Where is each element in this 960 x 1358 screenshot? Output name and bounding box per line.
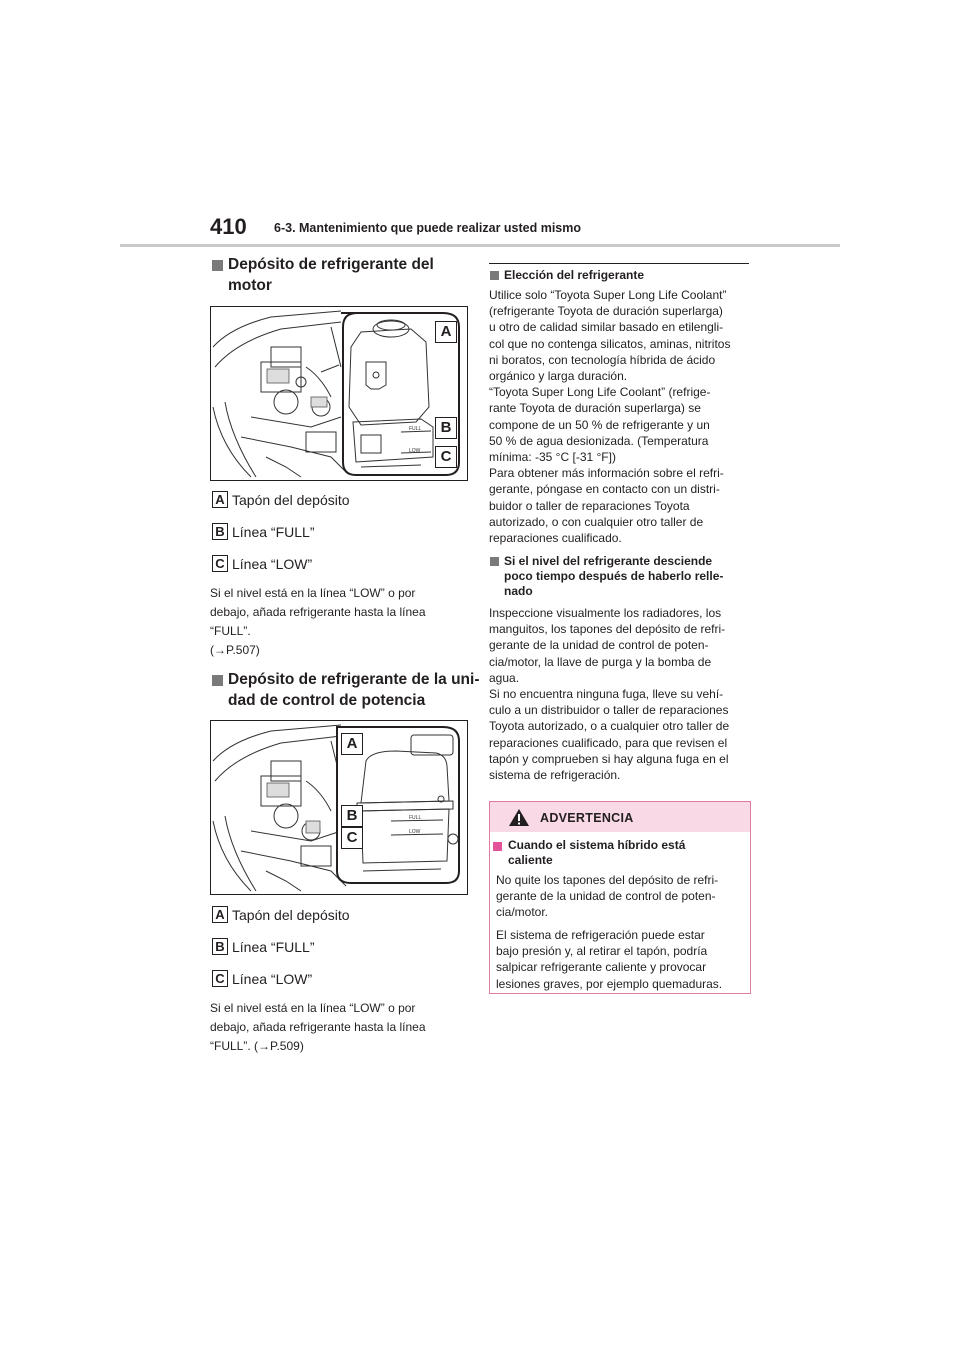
legend-letter: C: [212, 555, 228, 572]
svg-text:FULL: FULL: [409, 815, 422, 821]
engine-bay-illustration: [211, 721, 467, 894]
bullet-square-icon: [490, 557, 499, 566]
figure-label-c: C: [435, 446, 457, 468]
text-line: reparaciones cualificado.: [489, 531, 622, 546]
pcu-coolant-tank-figure: [210, 720, 468, 895]
text-line: rante Toyota de duración superlarga) se: [489, 401, 701, 416]
text-line: buidor o taller de reparaciones Toyota: [489, 498, 690, 513]
legend-text: Tapón del depósito: [232, 492, 350, 508]
legend-letter: B: [212, 523, 228, 540]
heading-line: Si el nivel del refrigerante desciende: [504, 554, 713, 568]
text-line: cia/motor.: [496, 905, 549, 920]
pcu-tank-heading-line2: dad de control de potencia: [228, 692, 426, 709]
heading-line: Cuando el sistema híbrido está: [508, 838, 686, 852]
page-reference: (→P.507): [210, 643, 260, 657]
legend-letter: B: [212, 938, 228, 955]
warning-header: [490, 802, 750, 832]
warning-subheading: [508, 838, 685, 868]
warning-triangle-icon: [508, 808, 530, 827]
figure-label-b: B: [435, 417, 457, 439]
legend-text: Línea “LOW”: [232, 556, 313, 572]
bullet-square-icon: [212, 260, 223, 271]
text-line: orgánico y larga duración.: [489, 369, 628, 384]
note-line: “FULL”.: [210, 624, 251, 638]
engine-bay-illustration: [211, 307, 467, 480]
text-line: salpicar refrigerante caliente y provocar: [496, 960, 707, 975]
level-drop-heading: [504, 554, 723, 599]
text-line: culo a un distribuidor o taller de reparaciones: [489, 703, 729, 718]
coolant-choice-heading: Elección del refrigerante: [504, 268, 645, 282]
text-line: compone de un 50 % de refrigerante y un: [489, 417, 710, 432]
text-line: autorizado, o con cualquier otro taller de: [489, 514, 704, 529]
warning-para2: [496, 927, 746, 992]
text-line: reparaciones cualificado, para que revisen el: [489, 735, 728, 750]
level-drop-body: [489, 605, 751, 783]
text-line: mínima: -35 °C [-31 °F]): [489, 450, 616, 465]
legend-text: Línea “FULL”: [232, 524, 315, 540]
engine-tank-note: [210, 584, 470, 660]
text-line: tapón y comprueben si hay alguna fuga en el: [489, 751, 729, 766]
svg-text:FULL: FULL: [409, 426, 422, 432]
engine-tank-heading-line2: motor: [228, 277, 272, 294]
legend-text: Tapón del depósito: [232, 907, 350, 923]
section-title: 6-3. Mantenimiento que puede realizar usted mismo: [274, 221, 582, 235]
svg-text:LOW: LOW: [409, 829, 421, 835]
header-divider: [120, 244, 840, 247]
text-line: Para obtener más información sobre el refri-: [489, 466, 724, 481]
text-line: sistema de refrigeración.: [489, 768, 621, 783]
text-line: Utilice solo “Toyota Super Long Life Coolant”: [489, 288, 727, 302]
figure-label-c: C: [341, 827, 363, 849]
text-line: No quite los tapones del depósito de refri-: [496, 873, 719, 887]
svg-text:LOW: LOW: [409, 448, 421, 454]
note-line: “FULL”. (→P.509): [210, 1039, 304, 1053]
note-line: debajo, añada refrigerante hasta la línea: [210, 1020, 426, 1034]
legend-text: Línea “FULL”: [232, 939, 315, 955]
bullet-square-icon: [490, 271, 499, 280]
text-line: cia/motor, la llave de purga y la bomba de: [489, 654, 712, 669]
text-line: agua.: [489, 670, 520, 685]
text-line: 50 % de agua desionizada. (Temperatura: [489, 433, 709, 448]
note-line: Si el nivel está en la línea “LOW” o por: [210, 1001, 416, 1015]
text-line: gerante de la unidad de control de poten-: [489, 638, 709, 653]
heading-line: caliente: [508, 853, 553, 867]
engine-tank-heading-line1: Depósito de refrigerante del: [228, 256, 434, 273]
warning-title: ADVERTENCIA: [540, 811, 634, 825]
engine-coolant-tank-figure: [210, 306, 468, 481]
text-line: Si no encuentra ninguna fuga, lleve su vehí-: [489, 687, 724, 702]
text-line: Toyota autorizado, o a cualquier otro taller de: [489, 719, 730, 734]
text-line: bajo presión y, al retirar el tapón, podría: [496, 944, 708, 959]
figure-label-b: B: [341, 805, 363, 827]
heading-line: nado: [504, 584, 533, 598]
text-line: (refrigerante Toyota de duración superlarga): [489, 304, 723, 319]
text-line: El sistema de refrigeración puede estar: [496, 928, 705, 942]
figure-label-a: A: [341, 733, 363, 755]
text-line: manguitos, los tapones del depósito de refri-: [489, 622, 726, 637]
legend-letter: C: [212, 970, 228, 987]
text-line: col que no contenga silicatos, aminas, nitritos: [489, 336, 731, 351]
bullet-square-icon: [493, 842, 502, 851]
pcu-tank-note: [210, 999, 470, 1056]
page-number: 410: [210, 214, 247, 239]
heading-line: poco tiempo después de haberlo relle-: [504, 569, 724, 583]
legend-text: Línea “LOW”: [232, 971, 313, 987]
text-line: gerante, póngase en contacto con un distri-: [489, 482, 720, 497]
text-line: gerante de la unidad de control de poten-: [496, 889, 716, 904]
coolant-choice-body: [489, 287, 751, 546]
text-line: Inspeccione visualmente los radiadores, los: [489, 606, 722, 620]
text-line: ni boratos, con tecnología híbrida de ácido: [489, 352, 716, 367]
bullet-square-icon: [212, 675, 223, 686]
column-divider: [489, 263, 749, 264]
note-line: Si el nivel está en la línea “LOW” o por: [210, 586, 416, 600]
note-line: debajo, añada refrigerante hasta la línea: [210, 605, 426, 619]
warning-box: [489, 801, 751, 994]
legend-letter: A: [212, 906, 228, 923]
text-line: lesiones graves, por ejemplo quemaduras.: [496, 976, 723, 991]
warning-para1: [496, 872, 746, 921]
pcu-tank-heading-line1: Depósito de refrigerante de la uni-: [228, 671, 480, 688]
legend-letter: A: [212, 491, 228, 508]
text-line: “Toyota Super Long Life Coolant” (refrige-: [489, 385, 711, 400]
text-line: u otro de calidad similar basado en etilengli-: [489, 320, 724, 335]
figure-label-a: A: [435, 321, 457, 343]
